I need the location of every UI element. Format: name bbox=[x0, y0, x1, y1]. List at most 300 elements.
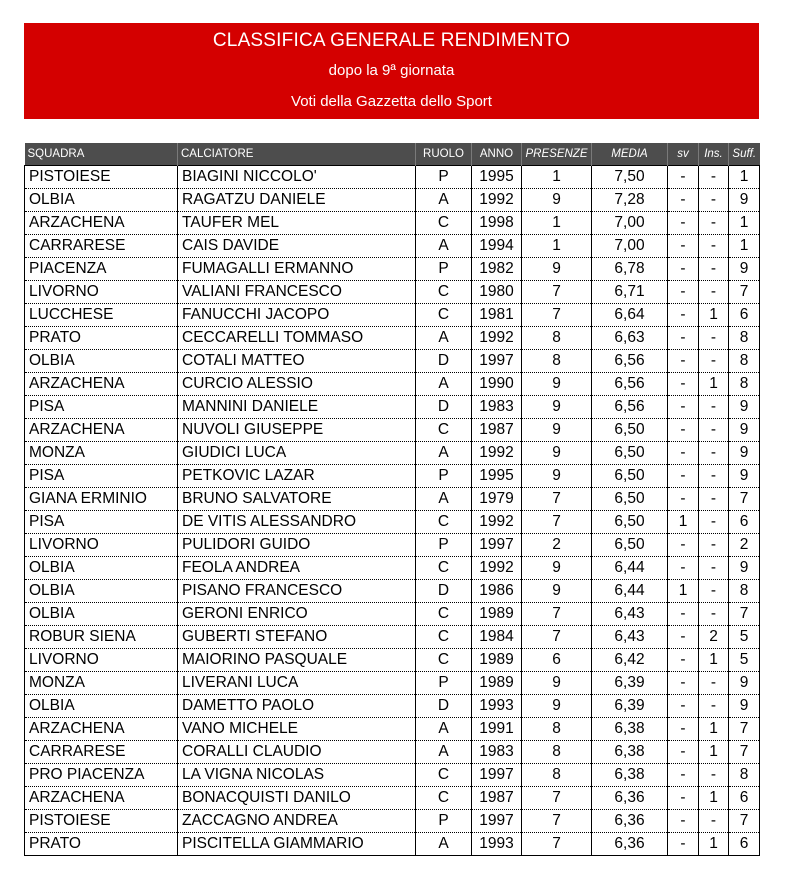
table-row bbox=[25, 626, 760, 649]
cell-ruolo: D bbox=[416, 350, 472, 373]
cell-media: 7,00 bbox=[592, 235, 668, 258]
cell-media: 6,50 bbox=[592, 488, 668, 511]
cell-squadra: MONZA bbox=[25, 672, 178, 695]
cell-media: 6,39 bbox=[592, 672, 668, 695]
cell-sv: - bbox=[668, 534, 699, 557]
cell-presenze: 9 bbox=[522, 419, 592, 442]
cell-squadra: OLBIA bbox=[25, 580, 178, 603]
cell-presenze: 9 bbox=[522, 695, 592, 718]
cell-calciatore: MAIORINO PASQUALE bbox=[178, 649, 416, 672]
cell-anno: 1995 bbox=[472, 166, 522, 189]
cell-calciatore: PULIDORI GUIDO bbox=[178, 534, 416, 557]
table-row bbox=[25, 304, 760, 327]
cell-suff: 8 bbox=[729, 373, 760, 396]
cell-sv: - bbox=[668, 304, 699, 327]
cell-squadra: PRATO bbox=[25, 327, 178, 350]
cell-calciatore: PISANO FRANCESCO bbox=[178, 580, 416, 603]
cell-media: 6,36 bbox=[592, 833, 668, 856]
cell-suff: 1 bbox=[729, 235, 760, 258]
cell-presenze: 8 bbox=[522, 327, 592, 350]
cell-suff: 5 bbox=[729, 649, 760, 672]
column-header-presenze: PRESENZE bbox=[522, 143, 592, 166]
cell-suff: 7 bbox=[729, 741, 760, 764]
table-row bbox=[25, 695, 760, 718]
cell-suff: 9 bbox=[729, 465, 760, 488]
cell-squadra: ARZACHENA bbox=[25, 419, 178, 442]
cell-squadra: ARZACHENA bbox=[25, 787, 178, 810]
column-header-calciatore: CALCIATORE bbox=[178, 143, 416, 166]
cell-ins: - bbox=[699, 419, 729, 442]
cell-calciatore: VALIANI FRANCESCO bbox=[178, 281, 416, 304]
cell-presenze: 9 bbox=[522, 258, 592, 281]
cell-calciatore: GIUDICI LUCA bbox=[178, 442, 416, 465]
cell-anno: 1997 bbox=[472, 534, 522, 557]
cell-presenze: 9 bbox=[522, 557, 592, 580]
cell-anno: 1989 bbox=[472, 603, 522, 626]
cell-anno: 1991 bbox=[472, 718, 522, 741]
cell-ins: 1 bbox=[699, 373, 729, 396]
cell-media: 7,50 bbox=[592, 166, 668, 189]
cell-suff: 7 bbox=[729, 718, 760, 741]
cell-ruolo: C bbox=[416, 626, 472, 649]
cell-presenze: 9 bbox=[522, 672, 592, 695]
cell-presenze: 7 bbox=[522, 488, 592, 511]
cell-squadra: CARRARESE bbox=[25, 741, 178, 764]
cell-suff: 7 bbox=[729, 488, 760, 511]
cell-calciatore: GERONI ENRICO bbox=[178, 603, 416, 626]
cell-ruolo: D bbox=[416, 580, 472, 603]
cell-suff: 6 bbox=[729, 833, 760, 856]
page-subtitle: dopo la 9ª giornata bbox=[328, 62, 455, 79]
cell-sv: - bbox=[668, 787, 699, 810]
cell-sv: - bbox=[668, 557, 699, 580]
cell-presenze: 9 bbox=[522, 580, 592, 603]
cell-presenze: 8 bbox=[522, 764, 592, 787]
table-row bbox=[25, 603, 760, 626]
cell-sv: - bbox=[668, 465, 699, 488]
cell-ins: - bbox=[699, 442, 729, 465]
cell-calciatore: VANO MICHELE bbox=[178, 718, 416, 741]
cell-calciatore: RAGATZU DANIELE bbox=[178, 189, 416, 212]
cell-suff: 6 bbox=[729, 511, 760, 534]
cell-presenze: 9 bbox=[522, 373, 592, 396]
cell-media: 6,56 bbox=[592, 396, 668, 419]
cell-ins: 1 bbox=[699, 741, 729, 764]
cell-media: 6,38 bbox=[592, 718, 668, 741]
cell-ins: - bbox=[699, 672, 729, 695]
cell-presenze: 7 bbox=[522, 626, 592, 649]
cell-presenze: 8 bbox=[522, 741, 592, 764]
cell-sv: - bbox=[668, 810, 699, 833]
table-row bbox=[25, 235, 760, 258]
cell-media: 6,42 bbox=[592, 649, 668, 672]
cell-suff: 9 bbox=[729, 442, 760, 465]
cell-ruolo: C bbox=[416, 764, 472, 787]
cell-ruolo: P bbox=[416, 258, 472, 281]
cell-media: 6,50 bbox=[592, 511, 668, 534]
table-row bbox=[25, 534, 760, 557]
cell-squadra: MONZA bbox=[25, 442, 178, 465]
cell-calciatore: BIAGINI NICCOLO' bbox=[178, 166, 416, 189]
cell-ins: 1 bbox=[699, 718, 729, 741]
source-note: Voti della Gazzetta dello Sport bbox=[291, 93, 492, 110]
cell-presenze: 1 bbox=[522, 235, 592, 258]
cell-squadra: OLBIA bbox=[25, 603, 178, 626]
cell-anno: 1993 bbox=[472, 695, 522, 718]
cell-ins: - bbox=[699, 396, 729, 419]
cell-media: 6,39 bbox=[592, 695, 668, 718]
table-row bbox=[25, 488, 760, 511]
cell-ruolo: C bbox=[416, 281, 472, 304]
cell-media: 6,50 bbox=[592, 419, 668, 442]
cell-ins: - bbox=[699, 189, 729, 212]
table-row bbox=[25, 672, 760, 695]
cell-sv: - bbox=[668, 281, 699, 304]
cell-presenze: 1 bbox=[522, 166, 592, 189]
cell-calciatore: FANUCCHI JACOPO bbox=[178, 304, 416, 327]
column-header-anno: ANNO bbox=[472, 143, 522, 166]
cell-media: 6,44 bbox=[592, 557, 668, 580]
cell-ins: 1 bbox=[699, 649, 729, 672]
cell-anno: 1984 bbox=[472, 626, 522, 649]
table-body bbox=[25, 166, 760, 856]
cell-anno: 1979 bbox=[472, 488, 522, 511]
cell-suff: 8 bbox=[729, 350, 760, 373]
cell-calciatore: CORALLI CLAUDIO bbox=[178, 741, 416, 764]
cell-ruolo: C bbox=[416, 557, 472, 580]
title-banner bbox=[24, 23, 759, 119]
cell-suff: 5 bbox=[729, 626, 760, 649]
cell-squadra: PISA bbox=[25, 465, 178, 488]
cell-ins: - bbox=[699, 557, 729, 580]
cell-anno: 1980 bbox=[472, 281, 522, 304]
table-row bbox=[25, 419, 760, 442]
cell-media: 6,38 bbox=[592, 764, 668, 787]
cell-suff: 9 bbox=[729, 189, 760, 212]
cell-calciatore: DE VITIS ALESSANDRO bbox=[178, 511, 416, 534]
cell-squadra: OLBIA bbox=[25, 189, 178, 212]
cell-squadra: OLBIA bbox=[25, 695, 178, 718]
cell-media: 7,28 bbox=[592, 189, 668, 212]
cell-presenze: 2 bbox=[522, 534, 592, 557]
cell-presenze: 8 bbox=[522, 718, 592, 741]
cell-ruolo: A bbox=[416, 235, 472, 258]
table-row bbox=[25, 833, 760, 856]
cell-ruolo: C bbox=[416, 212, 472, 235]
cell-calciatore: FUMAGALLI ERMANNO bbox=[178, 258, 416, 281]
cell-calciatore: DAMETTO PAOLO bbox=[178, 695, 416, 718]
cell-squadra: LIVORNO bbox=[25, 281, 178, 304]
cell-calciatore: COTALI MATTEO bbox=[178, 350, 416, 373]
cell-presenze: 7 bbox=[522, 603, 592, 626]
cell-ruolo: A bbox=[416, 488, 472, 511]
cell-ins: - bbox=[699, 695, 729, 718]
cell-anno: 1983 bbox=[472, 741, 522, 764]
cell-suff: 8 bbox=[729, 764, 760, 787]
cell-ruolo: P bbox=[416, 810, 472, 833]
cell-calciatore: MANNINI DANIELE bbox=[178, 396, 416, 419]
cell-squadra: LUCCHESE bbox=[25, 304, 178, 327]
table-row bbox=[25, 281, 760, 304]
cell-sv: - bbox=[668, 488, 699, 511]
cell-ruolo: A bbox=[416, 189, 472, 212]
cell-suff: 7 bbox=[729, 810, 760, 833]
cell-suff: 6 bbox=[729, 787, 760, 810]
cell-anno: 1997 bbox=[472, 764, 522, 787]
cell-ruolo: D bbox=[416, 695, 472, 718]
cell-ruolo: A bbox=[416, 718, 472, 741]
cell-anno: 1997 bbox=[472, 350, 522, 373]
cell-anno: 1987 bbox=[472, 787, 522, 810]
cell-sv: - bbox=[668, 764, 699, 787]
cell-media: 6,56 bbox=[592, 373, 668, 396]
cell-sv: 1 bbox=[668, 580, 699, 603]
cell-sv: - bbox=[668, 350, 699, 373]
cell-squadra: PRO PIACENZA bbox=[25, 764, 178, 787]
cell-sv: - bbox=[668, 166, 699, 189]
cell-sv: - bbox=[668, 649, 699, 672]
cell-suff: 6 bbox=[729, 304, 760, 327]
cell-suff: 2 bbox=[729, 534, 760, 557]
cell-ruolo: C bbox=[416, 419, 472, 442]
cell-ruolo: C bbox=[416, 511, 472, 534]
cell-ins: - bbox=[699, 235, 729, 258]
cell-media: 6,36 bbox=[592, 787, 668, 810]
cell-anno: 1982 bbox=[472, 258, 522, 281]
cell-ruolo: A bbox=[416, 442, 472, 465]
cell-sv: - bbox=[668, 235, 699, 258]
cell-calciatore: BONACQUISTI DANILO bbox=[178, 787, 416, 810]
cell-sv: - bbox=[668, 396, 699, 419]
cell-sv: - bbox=[668, 626, 699, 649]
cell-ins: 2 bbox=[699, 626, 729, 649]
cell-presenze: 9 bbox=[522, 189, 592, 212]
cell-ins: - bbox=[699, 166, 729, 189]
cell-media: 6,43 bbox=[592, 626, 668, 649]
cell-calciatore: LIVERANI LUCA bbox=[178, 672, 416, 695]
cell-anno: 1997 bbox=[472, 810, 522, 833]
cell-ins: - bbox=[699, 603, 729, 626]
cell-suff: 7 bbox=[729, 281, 760, 304]
cell-suff: 8 bbox=[729, 580, 760, 603]
cell-sv: - bbox=[668, 718, 699, 741]
table-row bbox=[25, 327, 760, 350]
cell-presenze: 6 bbox=[522, 649, 592, 672]
cell-sv: - bbox=[668, 672, 699, 695]
cell-ruolo: C bbox=[416, 304, 472, 327]
cell-squadra: PISA bbox=[25, 396, 178, 419]
cell-suff: 9 bbox=[729, 396, 760, 419]
cell-squadra: PRATO bbox=[25, 833, 178, 856]
cell-anno: 1986 bbox=[472, 580, 522, 603]
table-row bbox=[25, 580, 760, 603]
cell-suff: 9 bbox=[729, 557, 760, 580]
cell-sv: - bbox=[668, 442, 699, 465]
cell-ins: - bbox=[699, 350, 729, 373]
cell-ruolo: D bbox=[416, 396, 472, 419]
cell-ins: - bbox=[699, 258, 729, 281]
cell-presenze: 1 bbox=[522, 212, 592, 235]
cell-anno: 1989 bbox=[472, 672, 522, 695]
cell-presenze: 7 bbox=[522, 833, 592, 856]
cell-media: 6,50 bbox=[592, 442, 668, 465]
cell-presenze: 9 bbox=[522, 465, 592, 488]
cell-calciatore: CECCARELLI TOMMASO bbox=[178, 327, 416, 350]
cell-anno: 1989 bbox=[472, 649, 522, 672]
cell-anno: 1995 bbox=[472, 465, 522, 488]
cell-presenze: 7 bbox=[522, 304, 592, 327]
table-row bbox=[25, 350, 760, 373]
table-row bbox=[25, 212, 760, 235]
cell-ruolo: A bbox=[416, 373, 472, 396]
cell-ruolo: C bbox=[416, 787, 472, 810]
cell-media: 6,78 bbox=[592, 258, 668, 281]
cell-squadra: CARRARESE bbox=[25, 235, 178, 258]
table-row bbox=[25, 166, 760, 189]
cell-squadra: ARZACHENA bbox=[25, 373, 178, 396]
table-row bbox=[25, 396, 760, 419]
cell-calciatore: CURCIO ALESSIO bbox=[178, 373, 416, 396]
cell-squadra: GIANA ERMINIO bbox=[25, 488, 178, 511]
column-header-sv: sv bbox=[668, 143, 699, 166]
cell-sv: - bbox=[668, 695, 699, 718]
table-row bbox=[25, 373, 760, 396]
cell-ins: - bbox=[699, 764, 729, 787]
cell-ruolo: A bbox=[416, 833, 472, 856]
cell-calciatore: TAUFER MEL bbox=[178, 212, 416, 235]
cell-ins: - bbox=[699, 465, 729, 488]
cell-ins: - bbox=[699, 281, 729, 304]
cell-media: 6,50 bbox=[592, 465, 668, 488]
cell-presenze: 8 bbox=[522, 350, 592, 373]
cell-presenze: 7 bbox=[522, 511, 592, 534]
cell-sv: - bbox=[668, 741, 699, 764]
cell-squadra: PISTOIESE bbox=[25, 166, 178, 189]
cell-calciatore: LA VIGNA NICOLAS bbox=[178, 764, 416, 787]
table-header-row bbox=[25, 143, 760, 166]
cell-calciatore: GUBERTI STEFANO bbox=[178, 626, 416, 649]
cell-media: 6,63 bbox=[592, 327, 668, 350]
cell-suff: 1 bbox=[729, 166, 760, 189]
cell-sv: - bbox=[668, 258, 699, 281]
cell-calciatore: ZACCAGNO ANDREA bbox=[178, 810, 416, 833]
cell-ins: - bbox=[699, 810, 729, 833]
cell-media: 6,36 bbox=[592, 810, 668, 833]
cell-ins: 1 bbox=[699, 304, 729, 327]
cell-anno: 1981 bbox=[472, 304, 522, 327]
page-title: CLASSIFICA GENERALE RENDIMENTO bbox=[212, 30, 571, 51]
table-row bbox=[25, 465, 760, 488]
cell-ins: - bbox=[699, 327, 729, 350]
table-row bbox=[25, 741, 760, 764]
cell-ins: 1 bbox=[699, 833, 729, 856]
cell-squadra: OLBIA bbox=[25, 350, 178, 373]
standings-table bbox=[24, 143, 760, 856]
cell-squadra: OLBIA bbox=[25, 557, 178, 580]
cell-suff: 8 bbox=[729, 327, 760, 350]
cell-sv: - bbox=[668, 833, 699, 856]
column-header-ruolo: RUOLO bbox=[416, 143, 472, 166]
cell-media: 6,71 bbox=[592, 281, 668, 304]
cell-squadra: ROBUR SIENA bbox=[25, 626, 178, 649]
cell-calciatore: PETKOVIC LAZAR bbox=[178, 465, 416, 488]
cell-anno: 1992 bbox=[472, 327, 522, 350]
cell-presenze: 9 bbox=[522, 396, 592, 419]
cell-media: 6,50 bbox=[592, 534, 668, 557]
cell-presenze: 9 bbox=[522, 442, 592, 465]
cell-media: 6,44 bbox=[592, 580, 668, 603]
cell-anno: 1987 bbox=[472, 419, 522, 442]
cell-squadra: LIVORNO bbox=[25, 534, 178, 557]
column-header-squadra: SQUADRA bbox=[25, 143, 178, 166]
cell-ins: - bbox=[699, 534, 729, 557]
cell-ruolo: C bbox=[416, 603, 472, 626]
column-header-suff: Suff. bbox=[729, 143, 760, 166]
cell-media: 6,64 bbox=[592, 304, 668, 327]
cell-ruolo: A bbox=[416, 741, 472, 764]
cell-presenze: 7 bbox=[522, 787, 592, 810]
cell-ruolo: P bbox=[416, 166, 472, 189]
column-header-media: MEDIA bbox=[592, 143, 668, 166]
table-row bbox=[25, 511, 760, 534]
cell-presenze: 7 bbox=[522, 810, 592, 833]
cell-squadra: PIACENZA bbox=[25, 258, 178, 281]
cell-ruolo: C bbox=[416, 649, 472, 672]
cell-anno: 1992 bbox=[472, 511, 522, 534]
cell-ruolo: P bbox=[416, 672, 472, 695]
cell-suff: 9 bbox=[729, 419, 760, 442]
cell-calciatore: NUVOLI GIUSEPPE bbox=[178, 419, 416, 442]
cell-squadra: ARZACHENA bbox=[25, 718, 178, 741]
cell-ins: - bbox=[699, 580, 729, 603]
cell-ins: - bbox=[699, 511, 729, 534]
cell-sv: - bbox=[668, 603, 699, 626]
cell-sv: 1 bbox=[668, 511, 699, 534]
cell-anno: 1992 bbox=[472, 557, 522, 580]
table-row bbox=[25, 442, 760, 465]
cell-squadra: PISA bbox=[25, 511, 178, 534]
cell-calciatore: PISCITELLA GIAMMARIO bbox=[178, 833, 416, 856]
cell-squadra: ARZACHENA bbox=[25, 212, 178, 235]
cell-squadra: PISTOIESE bbox=[25, 810, 178, 833]
table-row bbox=[25, 649, 760, 672]
cell-suff: 9 bbox=[729, 672, 760, 695]
cell-calciatore: BRUNO SALVATORE bbox=[178, 488, 416, 511]
cell-sv: - bbox=[668, 373, 699, 396]
cell-media: 7,00 bbox=[592, 212, 668, 235]
cell-suff: 1 bbox=[729, 212, 760, 235]
cell-ins: - bbox=[699, 212, 729, 235]
cell-calciatore: CAIS DAVIDE bbox=[178, 235, 416, 258]
cell-suff: 9 bbox=[729, 258, 760, 281]
cell-anno: 1993 bbox=[472, 833, 522, 856]
cell-squadra: LIVORNO bbox=[25, 649, 178, 672]
table-row bbox=[25, 764, 760, 787]
cell-sv: - bbox=[668, 189, 699, 212]
cell-ruolo: P bbox=[416, 534, 472, 557]
cell-sv: - bbox=[668, 212, 699, 235]
cell-media: 6,38 bbox=[592, 741, 668, 764]
table-row bbox=[25, 787, 760, 810]
cell-calciatore: FEOLA ANDREA bbox=[178, 557, 416, 580]
cell-ruolo: P bbox=[416, 465, 472, 488]
cell-media: 6,43 bbox=[592, 603, 668, 626]
table-row bbox=[25, 258, 760, 281]
table-row bbox=[25, 557, 760, 580]
table-row bbox=[25, 189, 760, 212]
cell-anno: 1992 bbox=[472, 442, 522, 465]
cell-anno: 1990 bbox=[472, 373, 522, 396]
